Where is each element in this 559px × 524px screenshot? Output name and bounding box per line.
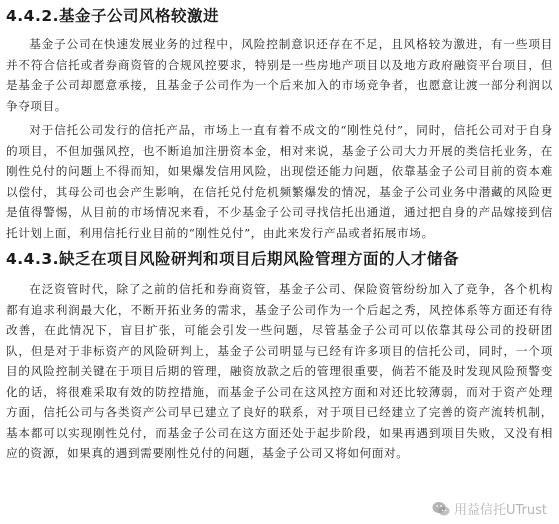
wechat-logo-icon bbox=[432, 501, 450, 517]
section-heading-4-4-3: 4.4.3.缺乏在项目风险研判和项目后期风险管理方面的人才储备 bbox=[6, 250, 460, 268]
section-heading-4-4-2: 4.4.2.基金子公司风格较激进 bbox=[6, 7, 220, 25]
paragraph: 在泛资管时代，除了之前的信托和券商资管，基金子公司、保险资管纷纷加入了竞争，各个机构都有追求利润最大化，不断开拓业务的需求，基金子公司作为一个后起之秀，风控体系等方面还有待改善，在此情况下，盲目扩张，可能会引发一些问题，尽管基金子公司可以依靠其母公司的投研团队，但是对于非标资产的风险研判上，基金子公司明显与已经有许多项目的信托公司，同时，一个项目的风险控制关键在于项目后期的管理，融资放款之后的管理很重要，倘若不能及时发现风险预警变化的话，将很难采取有效的防控措施，而基金子公司在这风控方面和对还比较薄弱，而对于资产处理方面，信托公司与各类资产公司早已建立了良好的联系，对于项目已经建立了完善的资产流转机制，基本都可以实现刚性兑付，而基金子公司在这方面还处于起步阶段，如果再遇到项目失败，又没有相应的资源，如果真的遇到需要刚性兑付的问题，基金子公司又将如何面对。 bbox=[6, 282, 553, 460]
paragraph: 对于信托公司发行的信托产品，市场上一直有着不成文的“刚性兑付”，同时，信托公司对于自身的项目，不但加强风控，也不断追加注册资本金，相对来说，基金子公司大力开展的类信托业务，在刚性兑付的问题上不得而知，如果爆发信用风险，出现偿还能力问题，依靠基金子公司目前的资本难以偿付，其母公司也会产生影响，在信托兑付危机频繁爆发的情况，基金子公司业务中潜藏的风险更是值得警惕，从目前的市场情况来看，不少基金子公司寻找信托出通道，通过把自身的产品嫁接到信托计划上面，利用信托行业目前的“刚性兑付”，由此来发行产品或者拓展市场。 bbox=[6, 123, 553, 240]
watermark-text: 用益信托UTrust bbox=[454, 503, 547, 518]
paragraph: 基金子公司在快速发展业务的过程中，风险控制意识还存在不足，且风格较为激进，有一些项目并不符合信托或者券商资管的合规风控要求，特别是一些房地产项目以及地方政府融资平台项目，但是基金子公司却愿意承接，且基金子公司作为一个后来加入的市场竞争者，也愿意让渡一部分利润以争夺项目。 bbox=[6, 37, 553, 113]
watermark bbox=[428, 497, 551, 520]
